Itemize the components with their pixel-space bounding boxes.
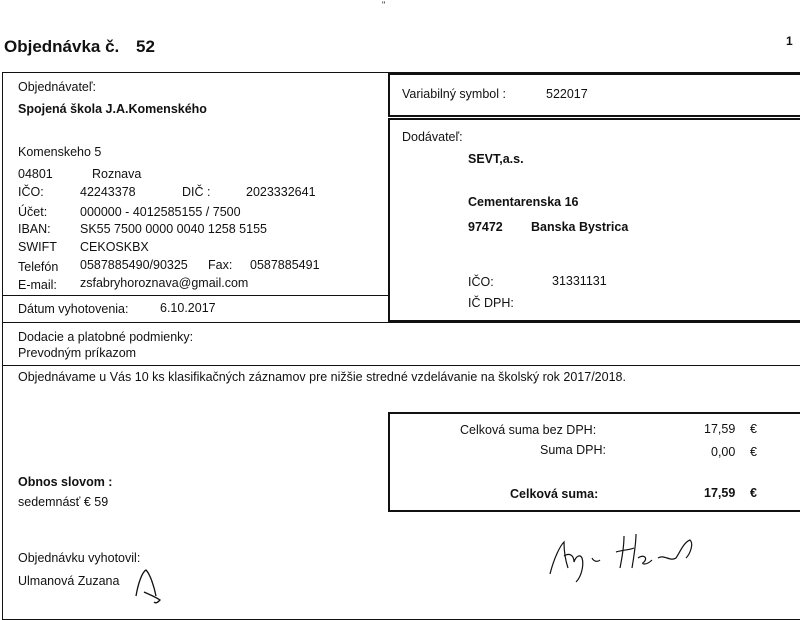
net-label: Celková suma bez DPH: bbox=[460, 423, 597, 437]
buyer-ico-label: IČO: bbox=[18, 185, 44, 199]
order-number: 52 bbox=[136, 37, 155, 56]
title-label: Objednávka č. bbox=[4, 37, 120, 56]
buyer-phone-label: Telefón bbox=[18, 260, 59, 274]
net-currency: € bbox=[750, 422, 757, 436]
buyer-email-label: E-mail: bbox=[18, 278, 57, 292]
total-currency: € bbox=[750, 486, 757, 500]
supplier-name: SEVT,a.s. bbox=[468, 152, 524, 166]
supplier-ico: 31331131 bbox=[552, 274, 607, 288]
variable-symbol-label: Variabilný symbol : bbox=[402, 87, 506, 101]
buyer-label: Objednávateľ: bbox=[18, 80, 97, 94]
initials-signature bbox=[132, 566, 166, 606]
buyer-phone: 0587885490/90325 bbox=[80, 258, 188, 272]
buyer-dic: 2023332641 bbox=[246, 185, 316, 199]
supplier-label: Dodávateľ: bbox=[402, 130, 463, 144]
supplier-street: Cementarenska 16 bbox=[468, 195, 579, 209]
supplier-ico-label: IČO: bbox=[468, 275, 494, 289]
buyer-swift-label: SWIFT bbox=[18, 240, 57, 254]
variable-symbol-value: 522017 bbox=[546, 87, 588, 101]
vat-currency: € bbox=[750, 445, 757, 459]
buyer-dic-label: DIČ : bbox=[182, 185, 211, 199]
buyer-zip: 04801 bbox=[18, 167, 53, 181]
buyer-swift: CEKOSKBX bbox=[80, 240, 149, 254]
supplier-zip: 97472 bbox=[468, 220, 503, 234]
buyer-ico: 42243378 bbox=[80, 185, 136, 199]
supplier-city: Banska Bystrica bbox=[531, 220, 629, 234]
buyer-email: zsfabryhoroznava@gmail.com bbox=[80, 276, 249, 290]
buyer-name: Spojená škola J.A.Komenského bbox=[18, 102, 207, 116]
buyer-account-label: Účet: bbox=[18, 205, 48, 219]
buyer-iban: SK55 7500 0000 0040 1258 5155 bbox=[80, 222, 267, 236]
terms-value: Prevodným príkazom bbox=[18, 346, 137, 360]
supplier-icdph-label: IČ DPH: bbox=[468, 296, 514, 310]
buyer-iban-label: IBAN: bbox=[18, 222, 51, 236]
page-number: 1 bbox=[786, 34, 793, 48]
buyer-street: Komenskeho 5 bbox=[18, 145, 102, 159]
total-value: 17,59 bbox=[704, 486, 736, 500]
buyer-city: Roznava bbox=[92, 167, 142, 181]
in-words-label: Obnos slovom : bbox=[18, 475, 113, 489]
terms-label: Dodacie a platobné podmienky: bbox=[18, 330, 194, 344]
top-mark: " bbox=[382, 0, 386, 10]
issued-by-name: Ulmanová Zuzana bbox=[18, 574, 120, 588]
date-value: 6.10.2017 bbox=[160, 301, 216, 315]
vat-value: 0,00 bbox=[711, 445, 736, 459]
buyer-fax-label: Fax: bbox=[208, 258, 233, 272]
vat-label: Suma DPH: bbox=[540, 443, 606, 457]
document-title bbox=[4, 37, 155, 57]
buyer-fax: 0587885491 bbox=[250, 258, 320, 272]
date-label: Dátum vyhotovenia: bbox=[18, 302, 129, 316]
terms-divider bbox=[2, 322, 800, 323]
total-label: Celková suma: bbox=[510, 487, 599, 501]
date-divider bbox=[2, 295, 388, 296]
signature bbox=[540, 528, 710, 584]
in-words-value: sedemnásť € 59 bbox=[18, 495, 109, 509]
net-value: 17,59 bbox=[704, 422, 736, 436]
order-text: Objednávame u Vás 10 ks klasifikačných záznamov pre nižšie stredné vzdelávanie na školský rok 2017/2018. bbox=[18, 370, 626, 384]
issued-by-label: Objednávku vyhotovil: bbox=[18, 551, 141, 565]
buyer-account: 000000 - 4012585155 / 7500 bbox=[80, 205, 241, 219]
order-text-divider bbox=[2, 365, 800, 366]
